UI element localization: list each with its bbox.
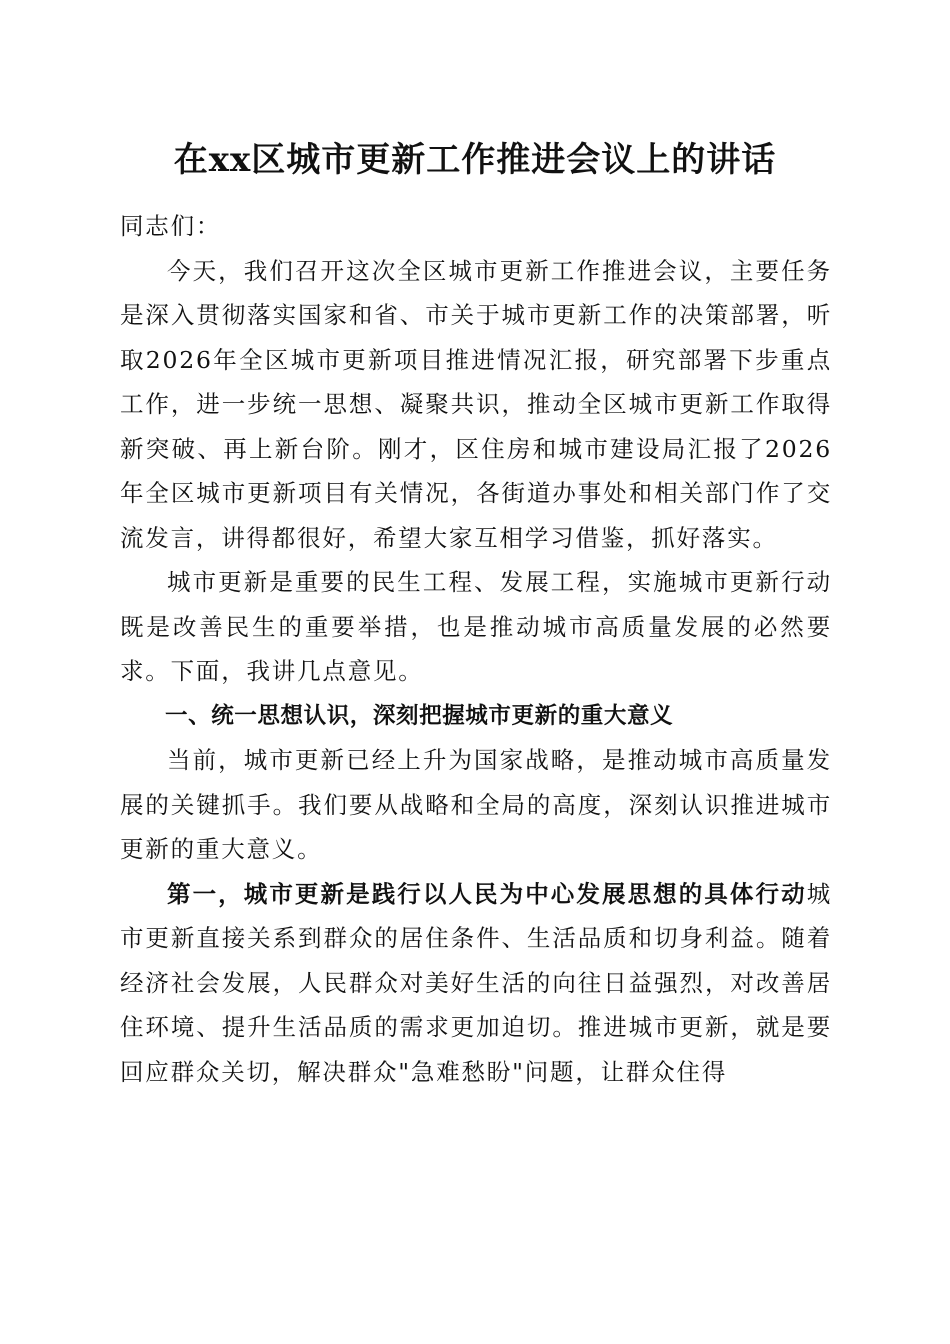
document-title: 在xx区城市更新工作推进会议上的讲话 [173,140,777,180]
paragraph-opening: 今天，我们召开这次全区城市更新工作推进会议，主要任务是深入贯彻落实国家和省、市关于城市更新工作的决策部署，听取2026年全区城市更新项目推进情况汇报，研究部署下步重点工作，进一步统一思想、凝聚共识，推动全区城市更新工作取得新突破、再上新台阶。刚才，区住房和城市建设局汇报了2026年全区城市更新项目有关情况，各街道办事处和相关部门作了交流发言，讲得都很好，希望大家互相学习借鉴，抓好落实。 [120,256,832,552]
point-one-lead: 第一，城市更新是践行以人民为中心发展思想的具体行动 [167,879,807,908]
section-heading: 一、统一思想认识，深刻把握城市更新的重大意义 [165,702,674,729]
paragraph-point-one [120,872,832,1095]
paragraph-section: 当前，城市更新已经上升为国家战略，是推动城市高质量发展的关键抓手。我们要从战略和全局的高度，深刻认识推进城市更新的重大意义。 [120,746,832,863]
salutation: 同志们： [120,212,222,240]
paragraph-intro: 城市更新是重要的民生工程、发展工程，实施城市更新行动既是改善民生的重要举措，也是推动城市高质量发展的必然要求。下面，我讲几点意见。 [120,568,832,685]
point-one-text: 城市更新直接关系到群众的居住条件、生活品质和切身利益。随着经济社会发展，人民群众对美好生活的向往日益强烈，对改善居住环境、提升生活品质的需求更加迫切。推进城市更新，就是要回应群众关切，解决群众"急难愁盼"问题，让群众住得 [120,879,832,1086]
document-body [120,204,832,1094]
